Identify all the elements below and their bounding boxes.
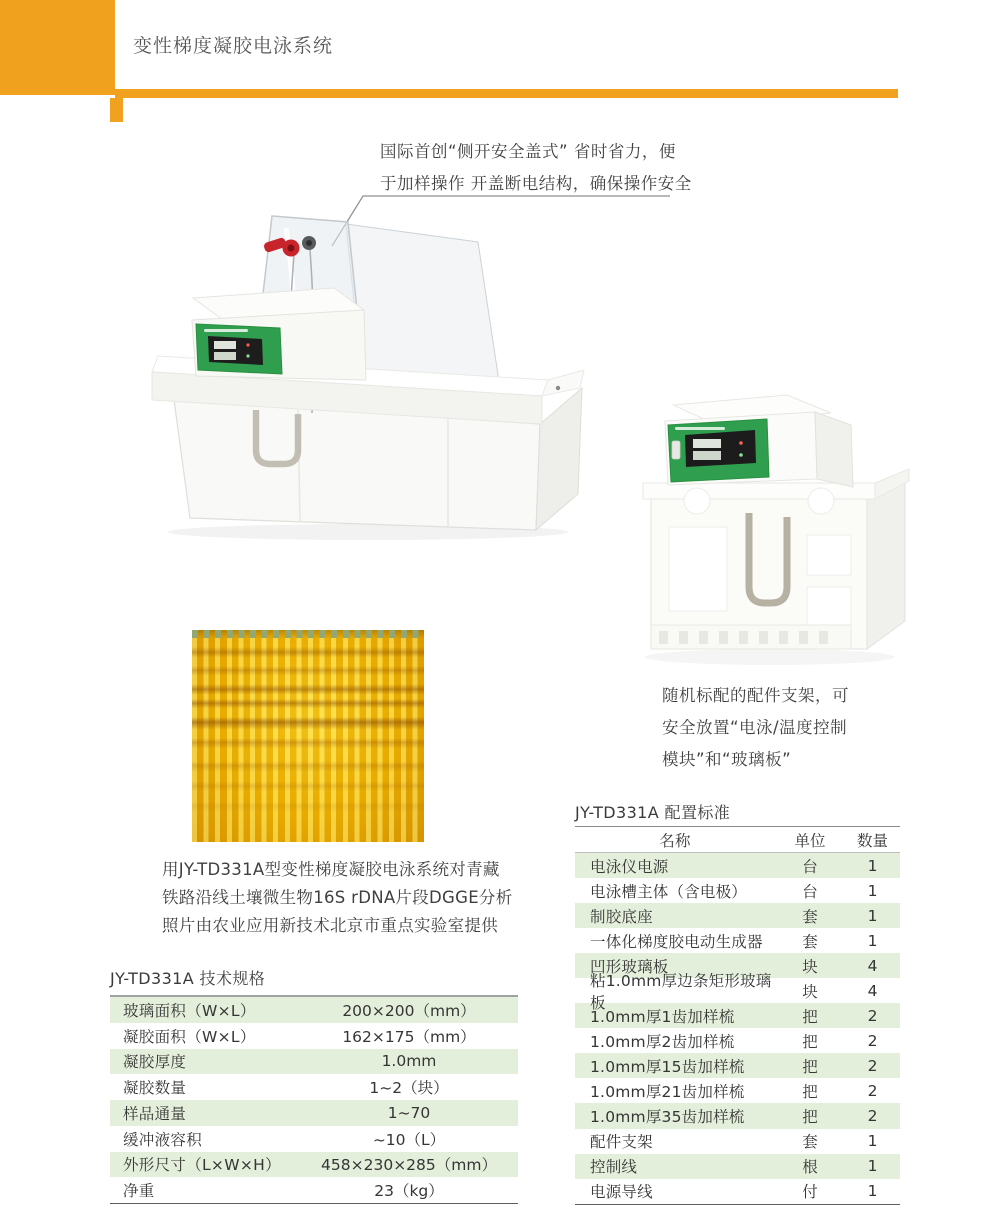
config-item-qty: 2 [867, 1006, 878, 1025]
gel-caption [162, 856, 542, 940]
config-row [575, 1179, 900, 1204]
config-item-unit: 块 [802, 982, 818, 1001]
safety-note-line: 国际首创“侧开安全盖式” 省时省力，便 [380, 142, 676, 161]
config-item-name: 1.0mm厚1齿加样梳 [590, 1007, 735, 1026]
config-item-qty: 1 [867, 1157, 878, 1176]
spec-row [110, 1100, 518, 1126]
config-row [575, 1003, 900, 1028]
config-item-unit: 块 [802, 957, 818, 976]
spec-value: 1~70 [387, 1103, 431, 1122]
config-item-unit: 台 [802, 857, 818, 876]
config-item-unit: 把 [802, 1057, 818, 1076]
config-item-name: 电源导线 [590, 1183, 653, 1202]
spec-row [110, 1049, 518, 1075]
config-table [575, 826, 900, 1205]
config-item-unit: 套 [802, 932, 818, 951]
config-item-name: 控制线 [590, 1158, 638, 1177]
spec-value: 23（kg） [374, 1182, 444, 1201]
header-accent-bar [115, 89, 898, 98]
config-row [575, 971, 900, 1012]
accessory-note-line: 安全放置“电泳/温度控制 [662, 718, 848, 737]
spec-value: 1~2（块） [369, 1079, 449, 1098]
config-item-name: 电泳槽主体（含电极） [590, 882, 748, 901]
config-item-unit: 把 [802, 1032, 818, 1051]
spec-row [110, 1152, 518, 1178]
config-item-unit: 付 [802, 1183, 818, 1202]
config-item-qty: 4 [867, 956, 878, 975]
spec-value: 162×175（mm） [342, 1027, 476, 1046]
spec-label: 缓冲液容积 [123, 1130, 203, 1149]
config-row [575, 1078, 900, 1103]
config-item-name: 1.0mm厚2齿加样梳 [590, 1032, 735, 1051]
spec-value: ~10（L） [372, 1130, 446, 1149]
config-item-name: 制胶底座 [590, 907, 653, 926]
safety-note-line: 于加样操作 开盖断电结构，确保操作安全 [380, 174, 692, 193]
config-row [575, 1028, 900, 1053]
config-item-unit: 把 [802, 1007, 818, 1026]
config-row [575, 1053, 900, 1078]
spec-value: 458×230×285（mm） [321, 1156, 497, 1175]
gel-caption-line: 照片由农业应用新技术北京市重点实验室提供 [162, 916, 498, 935]
config-row [575, 928, 900, 953]
spec-label: 凝胶数量 [123, 1079, 187, 1098]
config-item-name: 1.0mm厚21齿加样梳 [590, 1082, 745, 1101]
spec-label: 凝胶面积（W×L） [123, 1027, 256, 1046]
config-item-qty: 1 [867, 1132, 878, 1151]
gel-caption-line: 铁路沿线土壤微生物16S rDNA片段DGGE分析 [162, 888, 513, 907]
config-item-unit: 根 [802, 1158, 818, 1177]
accessory-stand [643, 469, 909, 649]
config-item-name: 凹形玻璃板 [590, 957, 669, 976]
config-header-qty: 数量 [856, 831, 888, 850]
spec-value: 200×200（mm） [342, 1001, 476, 1020]
config-item-name: 1.0mm厚35齿加样梳 [590, 1107, 745, 1126]
config-row [575, 1129, 900, 1154]
config-item-qty: 2 [867, 1031, 878, 1050]
config-row [575, 903, 900, 928]
config-item-qty: 2 [867, 1106, 878, 1125]
spec-table-title: JY-TD331A 技术规格 [110, 969, 266, 988]
spec-label: 样品通量 [123, 1104, 187, 1123]
config-item-unit: 套 [802, 1133, 818, 1152]
spec-label: 净重 [123, 1182, 155, 1201]
config-item-qty: 1 [867, 856, 878, 875]
accessory-stand-image [635, 385, 955, 680]
config-item-unit: 台 [802, 882, 818, 901]
config-item-unit: 套 [802, 907, 818, 926]
main-device-image [148, 198, 593, 543]
control-module [192, 288, 366, 380]
config-item-unit: 把 [802, 1107, 818, 1126]
spec-label: 外形尺寸（L×W×H） [123, 1156, 281, 1175]
config-item-unit: 把 [802, 1082, 818, 1101]
config-item-name: 1.0mm厚15齿加样梳 [590, 1057, 745, 1076]
config-item-qty: 1 [867, 906, 878, 925]
spec-table [110, 995, 518, 1204]
spec-row [110, 1177, 518, 1203]
config-row [575, 1103, 900, 1128]
gel-image [192, 630, 424, 842]
config-row [575, 878, 900, 903]
spec-row [110, 1074, 518, 1100]
config-row [575, 853, 900, 878]
spec-value: 1.0mm [381, 1052, 437, 1071]
config-header-name: 名称 [659, 831, 691, 850]
config-item-qty: 1 [867, 881, 878, 900]
config-item-name: 一体化梯度胶电动生成器 [590, 932, 763, 951]
config-header-unit: 单位 [794, 831, 826, 850]
spec-row [110, 1023, 518, 1049]
config-row [575, 1154, 900, 1179]
config-item-qty: 2 [867, 1081, 878, 1100]
config-item-qty: 1 [867, 1182, 878, 1201]
config-item-qty: 4 [867, 981, 878, 1000]
config-item-name: 电泳仪电源 [590, 857, 669, 876]
config-table-title: JY-TD331A 配置标准 [575, 803, 731, 822]
config-item-qty: 2 [867, 1056, 878, 1075]
accessory-note-line: 随机标配的配件支架，可 [662, 686, 849, 705]
config-item-name: 配件支架 [590, 1133, 653, 1152]
spec-label: 玻璃面积（W×L） [123, 1001, 256, 1020]
gel-caption-line: 用JY-TD331A型变性梯度凝胶电泳系统对青藏 [162, 860, 500, 879]
spec-row [110, 1126, 518, 1152]
header-accent-tab [110, 98, 123, 122]
page-title: 变性梯度凝胶电泳系统 [133, 35, 334, 57]
accessory-note [662, 680, 922, 776]
config-item-qty: 1 [867, 931, 878, 950]
header-accent-block [0, 0, 115, 95]
control-module [665, 395, 853, 487]
spec-row [110, 997, 518, 1023]
spec-label: 凝胶厚度 [123, 1053, 187, 1072]
accessory-note-line: 模块”和“玻璃板” [662, 750, 792, 769]
config-item-name: 粘1.0mm厚边条矩形玻璃板 [590, 971, 772, 1012]
config-header-row [575, 827, 900, 853]
